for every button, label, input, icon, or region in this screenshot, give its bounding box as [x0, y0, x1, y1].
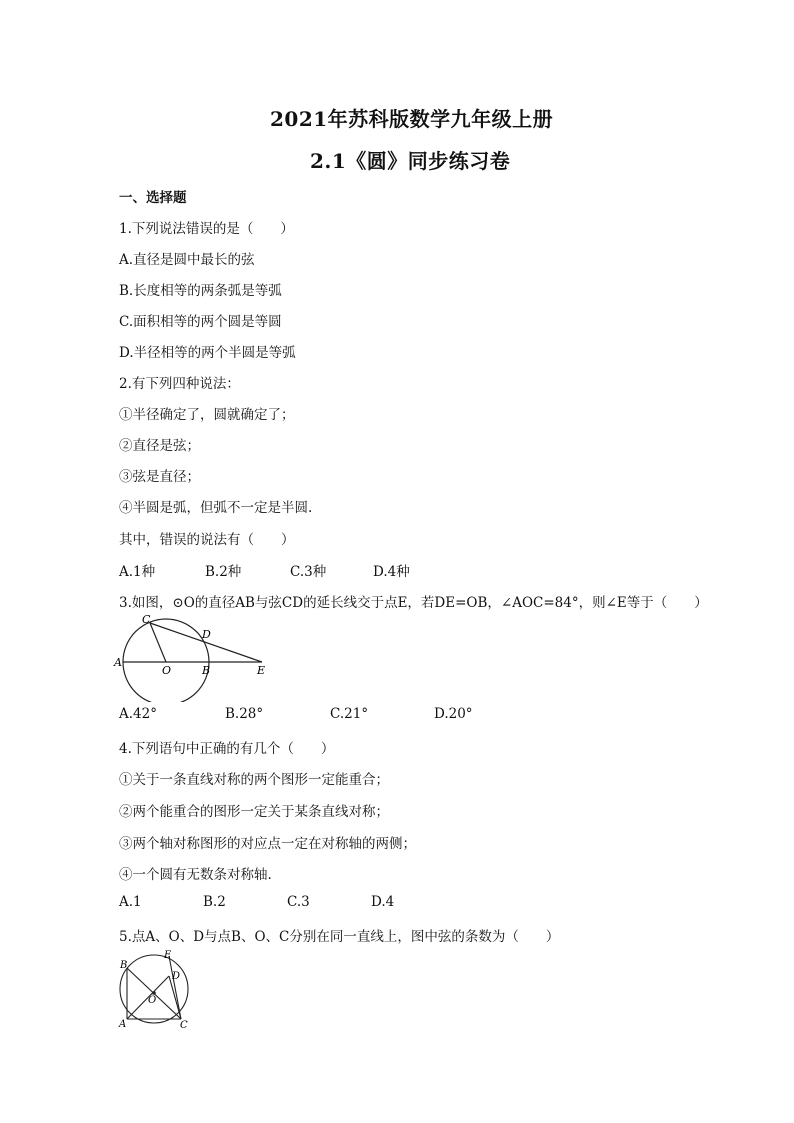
q3-option-d: D.20° [434, 706, 473, 722]
q1-option-b: B.长度相等的两条弧是等弧 [119, 283, 282, 299]
q4-stem: 4.下列语句中正确的有几个（ ） [119, 741, 335, 757]
q3-option-b: B.28° [225, 706, 264, 722]
q5-label-a: A [119, 1019, 127, 1030]
q2-option-c: C.3种 [290, 564, 327, 580]
q3-label-b: B [202, 664, 211, 677]
q5-stem: 5.点A、O、D与点B、O、C分别在同一直线上，图中弦的条数为（ ） [119, 929, 560, 945]
q3-label-a: A [114, 656, 122, 669]
q4-statement-2: ②两个能重合的图形一定关于某条直线对称； [119, 804, 389, 820]
q3-stem: 3.如图，⊙O的直径AB与弦CD的延长线交于点E，若DE=OB，∠AOC=84°，则∠E等于（ ） [119, 595, 708, 611]
q5-label-e: E [164, 950, 172, 961]
q4-statement-1: ①关于一条直线对称的两个图形一定能重合； [119, 772, 389, 788]
q1-stem: 1.下列说法错误的是（ ） [119, 221, 294, 237]
q3-option-c: C.21° [330, 706, 369, 722]
q2-option-b: B.2种 [205, 564, 242, 580]
q2-statement-3: ③弦是直径； [119, 469, 200, 485]
q2-option-a: A.1种 [119, 564, 156, 580]
q1-option-c: C.面积相等的两个圆是等圆 [119, 314, 282, 330]
q4-option-c: C.3 [287, 894, 310, 910]
q4-statement-3: ③两个轴对称图形的对应点一定在对称轴的两侧； [119, 836, 416, 852]
q4-option-d: D.4 [371, 894, 395, 910]
q2-statement-2: ②直径是弦； [119, 438, 200, 454]
q2-option-d: D.4种 [373, 564, 410, 580]
q1-option-a: A.直径是圆中最长的弦 [119, 252, 255, 268]
q2-statement-4: ④半圆是弧，但弧不一定是半圆. [119, 500, 313, 516]
q5-label-o: O [148, 995, 157, 1006]
q3-label-e: E [257, 664, 266, 677]
section-heading: 一、选择题 [119, 190, 187, 206]
q5-label-b: B [120, 960, 128, 971]
q2-question: 其中，错误的说法有（ ） [119, 532, 295, 548]
q4-option-b: B.2 [203, 894, 226, 910]
q3-circle-figure [112, 612, 272, 702]
title-line-1: 2021年苏科版数学九年级上册 [270, 107, 554, 131]
q5-circle-figure [112, 948, 202, 1030]
q2-stem: 2.有下列四种说法： [119, 376, 240, 392]
q3-label-c: C [142, 613, 151, 626]
q2-statement-1: ①半径确定了，圆就确定了； [119, 407, 295, 423]
q1-option-d: D.半径相等的两个半圆是等弧 [119, 345, 296, 361]
q3-label-o: O [162, 664, 172, 677]
q4-statement-4: ④一个圆有无数条对称轴. [119, 867, 272, 883]
q5-label-c: C [180, 1020, 188, 1030]
q5-label-d: D [172, 971, 181, 982]
q3-label-d: D [202, 628, 211, 641]
q4-option-a: A.1 [119, 894, 142, 910]
q3-option-a: A.42° [119, 706, 157, 722]
title-line-2: 2.1《圆》同步练习卷 [310, 149, 511, 173]
